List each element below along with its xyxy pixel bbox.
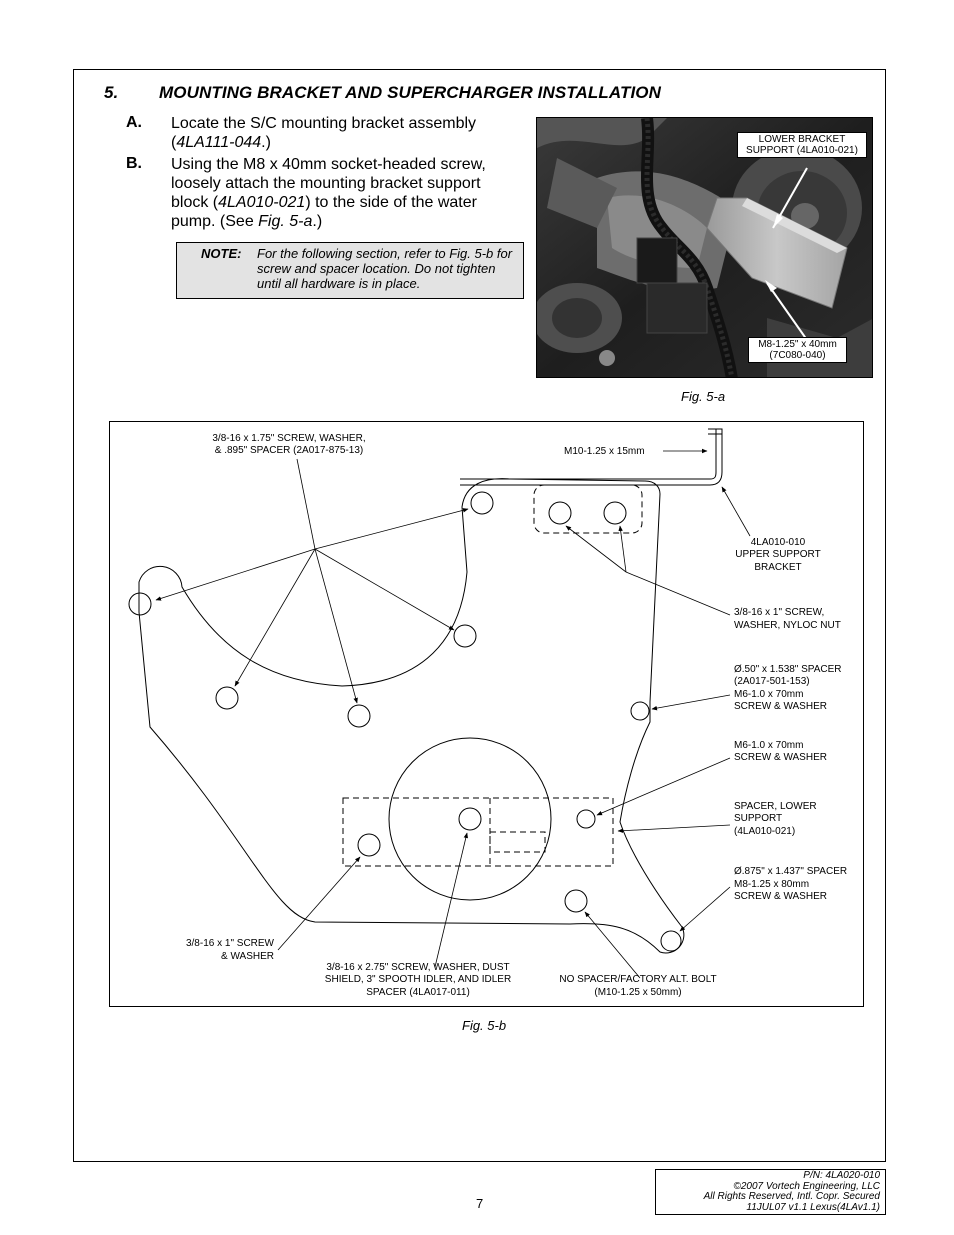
label-spacer50-a: Ø.50" x 1.538" SPACER — [734, 664, 842, 675]
label-idler-b: SHIELD, 3" SPOOTH IDLER, AND IDLER — [324, 974, 512, 985]
hole-spacer-875 — [661, 931, 681, 951]
label-spacer875-a: Ø.875" x 1.437" SPACER — [734, 866, 848, 877]
page-number: 7 — [476, 1196, 484, 1211]
label-idler-a: 3/8-16 x 2.75" SCREW, WASHER, DUST — [326, 962, 510, 973]
fig-5b-caption: Fig. 5-b — [462, 1018, 507, 1033]
step-a-part-number: 4LA111-044 — [176, 134, 262, 151]
label-screw-spacer-a: 3/8-16 x 1.75" SCREW, WASHER, — [212, 433, 366, 444]
label-spacer875-c: SCREW & WASHER — [734, 891, 827, 902]
footer-version: 11JUL07 v1.1 Lexus(4LAv1.1) — [746, 1201, 880, 1213]
hole-idler-center — [459, 808, 481, 830]
label-m6-b: SCREW & WASHER — [734, 752, 827, 763]
hole-right-arc — [454, 625, 476, 647]
label-lower-support-c: (4LA010-021) — [734, 826, 796, 837]
note-text: For the following section, refer to Fig. 5-b for screw and spacer location. Do not tighten until all hardware is in place. — [257, 246, 513, 291]
dashed-outlines — [343, 485, 642, 866]
footer-copyright-box — [655, 1169, 886, 1215]
hole-m6-upper — [631, 702, 649, 720]
label-screw-washer-b: & WASHER — [221, 951, 274, 962]
hole-bottom-arc — [348, 705, 370, 727]
step-b-text: Using the M8 x 40mm socket-headed screw, loosely attach the mounting bracket support block (4LA010-021) to the side of the water pump. (See Fig. 5-a.) — [171, 156, 486, 230]
hole-left-pivot — [129, 593, 151, 615]
label-spacer875-b: M8-1.25 x 80mm — [734, 879, 810, 890]
note-label: NOTE: — [201, 246, 242, 261]
holes — [129, 492, 681, 951]
hole-left-arc — [216, 687, 238, 709]
hole-alternator — [565, 890, 587, 912]
label-spacer50-c: M6-1.0 x 70mm — [734, 689, 804, 700]
engine-photo — [536, 117, 873, 378]
footer-part-number: P/N: 4LA020-010 — [803, 1170, 880, 1181]
diagram-labels — [186, 433, 847, 998]
label-screw-washer-a: 3/8-16 x 1" SCREW — [185, 938, 274, 949]
label-upper-bracket-c: BRACKET — [754, 562, 802, 573]
label-idler-c: SPACER (4LA017-011) — [366, 987, 470, 998]
lower-bracket-callout: LOWER BRACKET SUPPORT (4LA010-021) — [737, 132, 867, 158]
label-alt-a: NO SPACER/FACTORY ALT. BOLT — [559, 974, 717, 985]
fig-5a-caption: Fig. 5-a — [681, 389, 726, 404]
step-a-text: Locate the S/C mounting bracket assembly (4LA111-044.) — [171, 115, 477, 151]
bracket-outline — [139, 429, 722, 953]
bracket-diagram — [109, 421, 864, 1007]
hole-lower-left — [358, 834, 380, 856]
label-alt-b: (M10-1.25 x 50mm) — [594, 987, 682, 998]
label-nyloc-b: WASHER, NYLOC NUT — [734, 620, 841, 631]
m8-screw-callout: M8-1.25" x 40mm (7C080-040) — [748, 337, 847, 363]
label-nyloc-a: 3/8-16 x 1" SCREW, — [734, 607, 825, 618]
step-a-letter: A. — [126, 114, 142, 131]
hole-nyloc-left — [549, 502, 571, 524]
footer-rights: All Rights Reserved, Intl. Copr. Secured — [703, 1191, 880, 1202]
label-lower-support-b: SUPPORT — [734, 813, 783, 824]
label-m6-a: M6-1.0 x 70mm — [734, 740, 804, 751]
section-number: 5. — [104, 83, 119, 102]
step-b-figure-ref: Fig. 5-a — [258, 213, 313, 230]
label-spacer50-d: SCREW & WASHER — [734, 701, 827, 712]
note-box — [176, 242, 524, 299]
label-spacer50-b: (2A017-501-153) — [734, 676, 810, 687]
hole-top-right — [471, 492, 493, 514]
hole-nyloc-right — [604, 502, 626, 524]
step-b-letter: B. — [126, 155, 142, 172]
idler-pulley-circle — [389, 738, 551, 900]
section-title: MOUNTING BRACKET AND SUPERCHARGER INSTALLATION — [159, 83, 661, 102]
label-lower-support-a: SPACER, LOWER — [734, 801, 817, 812]
label-upper-bracket-b: UPPER SUPPORT — [735, 549, 821, 560]
footer-copyright: ©2007 Vortech Engineering, LLC — [733, 1180, 880, 1192]
label-m10: M10-1.25 x 15mm — [564, 446, 645, 457]
step-b-part-number: 4LA010-021 — [218, 194, 306, 211]
hole-m6-lower — [577, 810, 595, 828]
bracket-diagram-svg — [110, 422, 865, 1008]
label-screw-spacer-b: & .895" SPACER (2A017-875-13) — [214, 445, 364, 456]
leader-lines — [156, 451, 750, 978]
label-upper-bracket-a: 4LA010-010 — [750, 537, 806, 548]
